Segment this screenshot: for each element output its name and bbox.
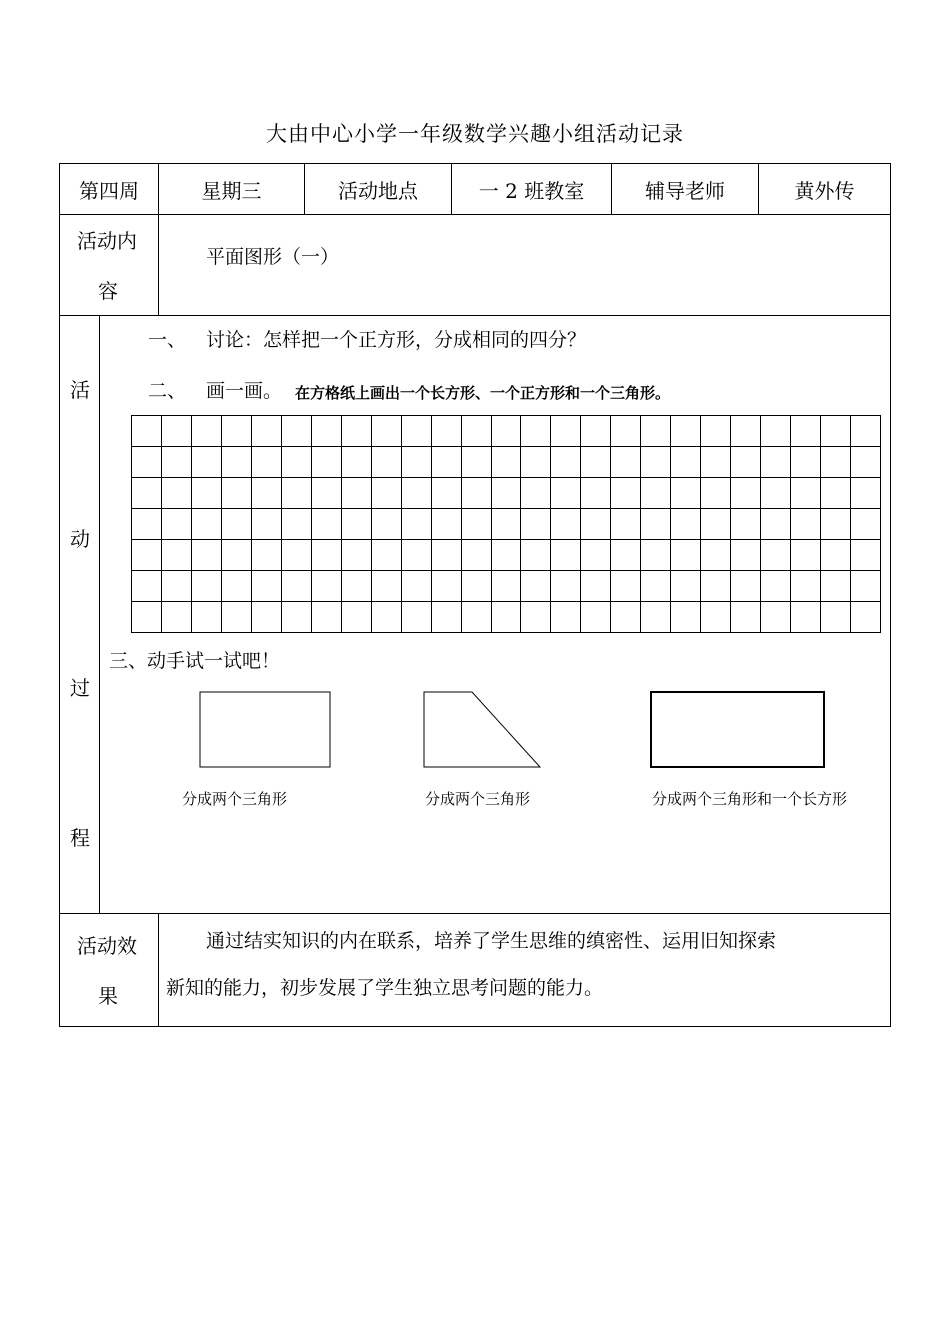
content-value: 平面图形（一） (206, 246, 340, 268)
shape-caption-2: 分成两个三角形 (425, 790, 531, 808)
week-cell: 第四周 (79, 178, 139, 203)
page-title: 大由中心小学一年级数学兴趣小组活动记录 (266, 122, 684, 146)
effect-label-line1: 活动效 (77, 934, 137, 958)
item3-text: 三、动手试一试吧！ (109, 650, 281, 672)
process-label-char: 过 (70, 676, 90, 700)
item2-text: 画一画。 (206, 380, 283, 402)
process-label-char: 活 (70, 378, 90, 402)
teacher-cell: 黄外传 (794, 178, 855, 203)
content-label-line1: 活动内 (77, 229, 137, 253)
effect-text-line2: 新知的能力，初步发展了学生独立思考问题的能力。 (166, 977, 604, 999)
process-label-char: 程 (70, 826, 90, 850)
location-label-cell: 活动地点 (338, 178, 418, 203)
item2-number: 二、 (148, 380, 187, 402)
trapezoid-shape (424, 692, 540, 767)
rectangle-shape-1 (200, 692, 330, 767)
location-cell: 一 2 班教室 (478, 178, 585, 203)
item2-instruction: 在方格纸上画出一个长方形、一个正方形和一个三角形。 (295, 384, 671, 402)
shape-caption-1: 分成两个三角形 (182, 790, 288, 808)
rectangle-shape-2 (651, 692, 824, 767)
day-cell: 星期三 (201, 178, 262, 203)
effect-label-line2: 果 (98, 984, 118, 1008)
item1-number: 一、 (148, 329, 187, 351)
content-label-line2: 容 (98, 279, 118, 303)
effect-text-line1: 通过结实知识的内在联系，培养了学生思维的缜密性、运用旧知探索 (206, 930, 777, 952)
teacher-label-cell: 辅导老师 (645, 178, 725, 203)
shape-caption-3: 分成两个三角形和一个长方形 (652, 790, 848, 808)
item1-text: 讨论：怎样把一个正方形，分成相同的四分？ (206, 329, 587, 351)
process-label-char: 动 (70, 527, 90, 551)
